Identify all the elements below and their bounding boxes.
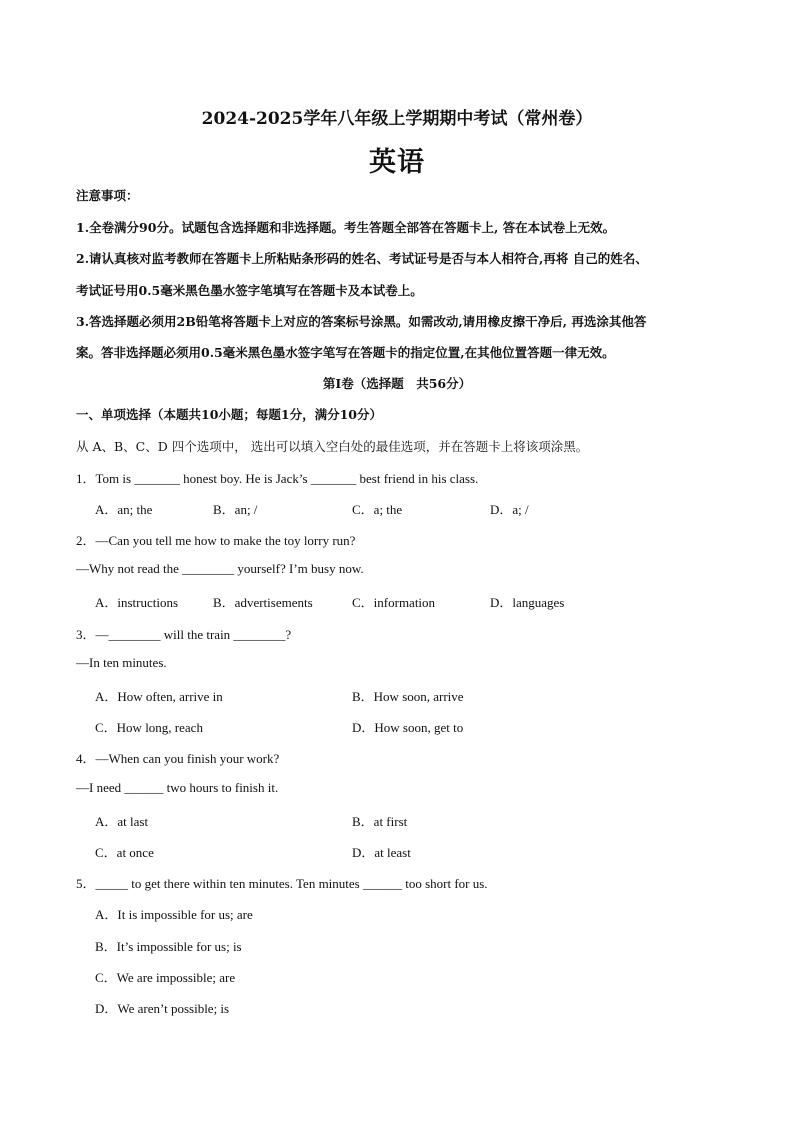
question-5-option-d: D．We aren’t possible; is bbox=[95, 1001, 230, 1016]
question-4-stem: 4．—When can you finish your work? bbox=[76, 751, 280, 766]
question-4-stem-reply: —I need ______ two hours to finish it. bbox=[76, 780, 279, 795]
section-instruction: 从 A、B、C、D 四个选项中， 选出可以填入空白处的最佳选项，并在答题卡上将该项涂黑。 bbox=[76, 439, 589, 454]
question-5-option-a: A．It is impossible for us; are bbox=[95, 907, 253, 922]
question-3-option-c: C．How long, reach bbox=[95, 720, 203, 735]
question-3-stem: 3．—________ will the train ________? bbox=[76, 627, 292, 642]
notice-line-3a: 3.答选择题必须用2B铅笔将答题卡上对应的答案标号涂黑。如需改动,请用橡皮擦干净后, 再选涂其他答 bbox=[76, 314, 647, 329]
notice-line-2b: 考试证号用0.5毫米黑色墨水签字笔填写在答题卡及本试卷上。 bbox=[76, 283, 423, 298]
question-3-option-a: A．How often, arrive in bbox=[95, 689, 223, 704]
question-4-option-c: C．at once bbox=[95, 845, 154, 860]
question-2-option-a: A．instructions bbox=[95, 595, 179, 610]
question-1-option-b: B．an; / bbox=[213, 502, 258, 517]
question-1-stem: 1．Tom is _______ honest boy. He is Jack’s _______ best friend in his class. bbox=[76, 471, 479, 486]
notice-line-1: 1.全卷满分90分。试题包含选择题和非选择题。考生答题全部答在答题卡上, 答在本试卷上无效。 bbox=[76, 220, 616, 235]
subject-title: 英语 bbox=[369, 147, 425, 178]
question-2-option-c: C．information bbox=[352, 595, 436, 610]
question-2-stem-reply: —Why not read the ________ yourself? I’m busy now. bbox=[76, 561, 364, 576]
question-3-stem-reply: —In ten minutes. bbox=[76, 655, 167, 670]
notice-line-3b: 案。答非选择题必须用0.5毫米黑色墨水签字笔写在答题卡的指定位置,在其他位置答题一律无效。 bbox=[76, 345, 615, 360]
question-2-option-b: B．advertisements bbox=[213, 595, 313, 610]
section-heading: 一、单项选择（本题共10小题；每题1分，满分10分） bbox=[76, 407, 382, 422]
question-5-option-c: C．We are impossible; are bbox=[95, 970, 236, 985]
question-4-option-b: B．at first bbox=[352, 814, 408, 829]
part-heading: 第I卷（选择题 共56分） bbox=[322, 376, 472, 391]
notice-heading: 注意事项： bbox=[76, 188, 139, 203]
question-5-stem: 5．_____ to get there within ten minutes. Ten minutes ______ too short for us. bbox=[76, 876, 488, 891]
question-4-option-a: A．at last bbox=[95, 814, 149, 829]
question-4-option-d: D．at least bbox=[352, 845, 411, 860]
question-2-option-d: D．languages bbox=[490, 595, 565, 610]
question-3-option-d: D．How soon, get to bbox=[352, 720, 464, 735]
exam-title: 2024-2025学年八年级上学期期中考试（常州卷） bbox=[201, 109, 593, 129]
question-1-option-c: C．a; the bbox=[352, 502, 403, 517]
question-1-option-a: A．an; the bbox=[95, 502, 153, 517]
question-5-option-b: B．It’s impossible for us; is bbox=[95, 939, 242, 954]
question-3-option-b: B．How soon, arrive bbox=[352, 689, 464, 704]
question-2-stem: 2．—Can you tell me how to make the toy lorry run? bbox=[76, 533, 356, 548]
question-1-option-d: D．a; / bbox=[490, 502, 529, 517]
notice-line-2a: 2.请认真核对监考教师在答题卡上所粘贴条形码的姓名、考试证号是否与本人相符合,再将 自己的姓名、 bbox=[76, 251, 648, 266]
